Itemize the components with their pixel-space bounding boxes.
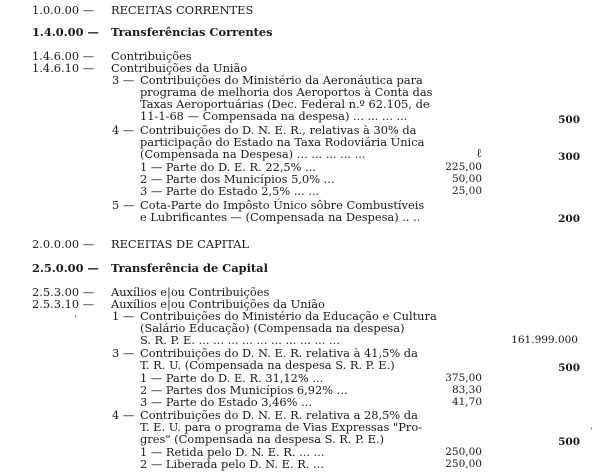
item-num: 4 — — [112, 123, 135, 137]
code-14: 1.4.0.00 — — [32, 25, 99, 39]
part-line: 1 — Retida pelo D. N. E. R. ... ... — [140, 445, 325, 459]
part-line: 2 — Parte dos Municípios 5,0% ... — [140, 172, 335, 186]
part-value: 250,00 — [445, 446, 482, 458]
part-line: 1 — Parte do D. E. R. 22,5% ... — [140, 160, 316, 174]
item-num: 4 — — [112, 408, 135, 422]
item-num: 3 — — [112, 73, 135, 87]
part-value: 41,70 — [451, 396, 482, 408]
part-value: 83,30 — [451, 384, 482, 396]
part-value: 375,00 — [445, 372, 482, 384]
part-line: 1 — Parte do D. E. R. 31,12% ... — [140, 371, 324, 385]
item-line: Taxas Aeroportuárias (Dec. Federal n.º 62.105, de — [140, 97, 430, 111]
item-line: Contribuições do D. N. E. R. relativa a 28,5% da — [140, 408, 418, 422]
amount: 200 — [558, 213, 580, 225]
code-146: 1.4.6.00 — — [32, 49, 95, 63]
part-line: 2 — Partes dos Municípios 6,92% ... — [140, 383, 348, 397]
amount: 161.999.000 — [511, 334, 578, 346]
item-line: programa de melhoria dos Aeroportos à Conta das — [140, 85, 433, 99]
item-line: 11-1-68 — Compensada na despesa) ... ... ... ... — [140, 109, 408, 123]
item-line: Contribuições do D. N. E. R., relativas à 30% da — [140, 123, 417, 137]
heading-auxilios: Auxílios e|ou Contribuições — [111, 285, 270, 299]
code-2: 2.0.0.00 — — [32, 237, 95, 251]
heading-contribuicoes-uniao: Contribuições da União — [111, 61, 248, 75]
code-25310: 2.5.3.10 — — [32, 297, 95, 311]
heading-contribuicoes: Contribuições — [111, 49, 192, 63]
item-line: (Salário Educação) (Compensada na despesa) — [140, 321, 405, 335]
item-num: 5 — — [112, 198, 135, 212]
amount: 500 — [558, 436, 580, 448]
part-value: 250,00 — [445, 458, 482, 470]
code-253: 2.5.3.00 — — [32, 285, 95, 299]
part-line: 2 — Liberada pelo D. N. E. R. ... — [140, 457, 324, 471]
heading-receitas-capital: RECEITAS DE CAPITAL — [111, 237, 249, 251]
heading-receitas-correntes: RECEITAS CORRENTES — [111, 3, 254, 17]
heading-transferencias-correntes: Transferências Correntes — [111, 25, 273, 39]
item-num: 3 — — [112, 346, 135, 360]
amount: 500 — [558, 362, 580, 374]
item-line: Contribuições do Ministério da Educação e Cultura — [140, 309, 437, 323]
ink-dot: · — [74, 312, 78, 323]
ink-dot: · — [590, 424, 594, 435]
part-line: 3 — Parte do Estado 3,46% ... — [140, 395, 312, 409]
item-line: T. R. U. (Compensada na despesa S. R. P. E.) — [140, 358, 395, 372]
code-1: 1.0.0.00 — — [32, 3, 95, 17]
item-line: (Compensada na Despesa) ... ... ... ... ... — [140, 147, 366, 161]
part-value: 50,00 — [451, 173, 482, 185]
item-line: e Lubrificantes — (Compensada na Despesa) .. .. — [140, 210, 421, 224]
heading-transferencia-capital: Transferência de Capital — [111, 261, 268, 275]
code-25: 2.5.0.00 — — [32, 261, 99, 275]
item-line: Contribuições do D. N. E. R. relativa à 41,5% da — [140, 346, 418, 360]
item-line: Cota-Parte do Impôsto Único sôbre Combustíveis — [140, 198, 425, 212]
part-line: 3 — Parte do Estado 2,5% ... ... — [140, 184, 320, 198]
ink-blot: ℓ — [476, 146, 482, 160]
item-line: T. E. U. para o programa de Vias Expressas "Pro- — [140, 420, 423, 434]
item-line: gres" (Compensada na despesa S. R. P. E.) — [140, 432, 385, 446]
heading-auxilios-uniao: Auxílios e|ou Contribuições da União — [111, 297, 325, 311]
item-line: S. R. P. E. ... ... ... ... ... ... ... ... ... ... — [140, 333, 340, 347]
item-line: participação do Estado na Taxa Rodoviária Única — [140, 135, 425, 149]
part-value: 225,00 — [445, 161, 482, 173]
item-num: 1 — — [112, 309, 135, 323]
amount: 300 — [558, 151, 580, 163]
item-line: Contribuições do Ministério da Aeronáutica para — [140, 73, 423, 87]
code-14610: 1.4.6.10 — — [32, 61, 95, 75]
amount: 500 — [558, 114, 580, 126]
part-value: 25,00 — [451, 185, 482, 197]
